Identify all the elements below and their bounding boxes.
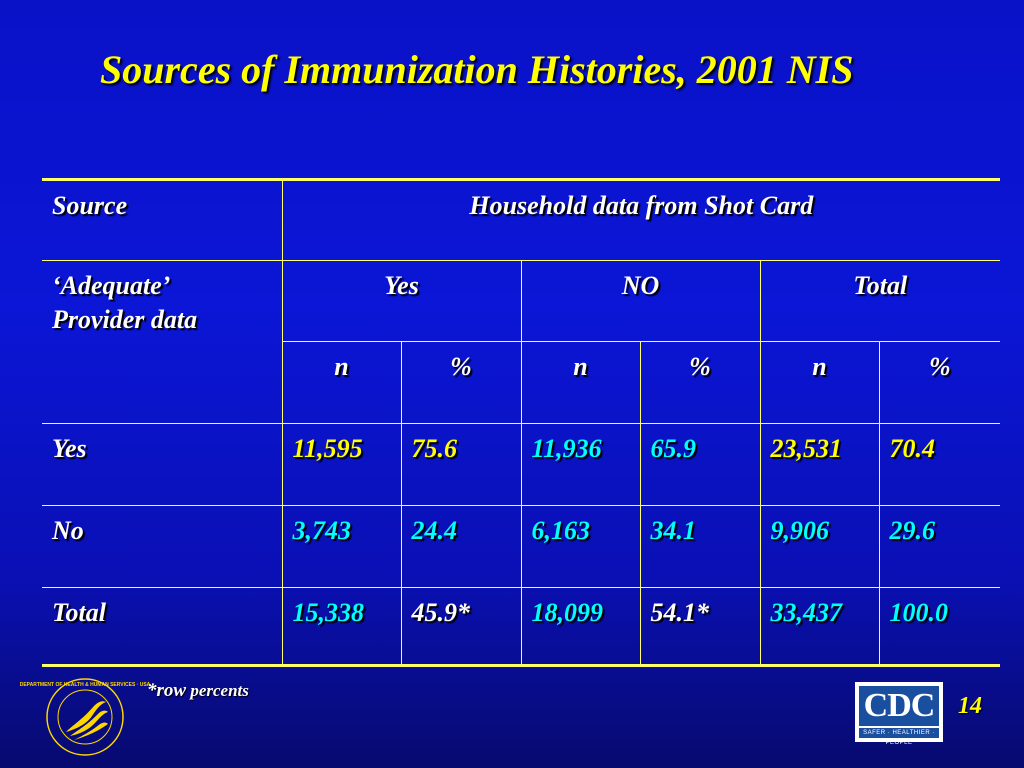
adequate-label-line1: ‘Adequate’ (52, 271, 171, 300)
table-cell: 9,906 (760, 506, 879, 588)
subheader-cell: % (401, 342, 521, 424)
row-label: Yes (42, 424, 282, 506)
group-header-row (42, 261, 1000, 342)
table-cell: 33,437 (760, 588, 879, 666)
subheader-cell: n (760, 342, 879, 424)
page-number: 14 (958, 693, 982, 719)
group-header-total: Total (760, 261, 1000, 342)
subheader-cell: n (521, 342, 640, 424)
table-row (42, 506, 1000, 588)
group-header-yes: Yes (282, 261, 521, 342)
table-row (42, 424, 1000, 506)
table-cell: 11,595 (282, 424, 401, 506)
table-header-row (42, 180, 1000, 261)
table-cell: 70.4 (879, 424, 1000, 506)
table-cell: 54.1* (640, 588, 760, 666)
hhs-seal-logo (19, 676, 151, 758)
subheader-cell: n (282, 342, 401, 424)
footnote-rest: percents (190, 681, 249, 700)
table-cell: 24.4 (401, 506, 521, 588)
hhs-seal-text: DEPARTMENT OF HEALTH & HUMAN SERVICES · USA (19, 682, 151, 688)
household-header (282, 180, 1000, 261)
adequate-label-line2: Provider data (52, 305, 198, 334)
table-cell: 15,338 (282, 588, 401, 666)
table-cell: 45.9* (401, 588, 521, 666)
source-header: Source (42, 180, 282, 261)
slide-title: Sources of Immunization Histories, 2001 NIS (100, 47, 854, 92)
table-cell: 65.9 (640, 424, 760, 506)
subheader-cell: % (879, 342, 1000, 424)
immunization-sources-table (42, 178, 1000, 667)
table-cell: 34.1 (640, 506, 760, 588)
table-cell: 3,743 (282, 506, 401, 588)
table-cell: 6,163 (521, 506, 640, 588)
cdc-logo-text: CDC (863, 687, 935, 724)
household-header-shot-card: Shot Card (704, 191, 814, 220)
table-cell: 100.0 (879, 588, 1000, 666)
group-header-no: NO (521, 261, 760, 342)
table-cell: 23,531 (760, 424, 879, 506)
table-cell: 75.6 (401, 424, 521, 506)
table-cell: 29.6 (879, 506, 1000, 588)
table-cell: 18,099 (521, 588, 640, 666)
footnote-star: *row (147, 680, 187, 701)
subheader-cell: % (640, 342, 760, 424)
cdc-tagline: SAFER · HEALTHIER · PEOPLE (859, 728, 939, 738)
row-label: No (42, 506, 282, 588)
adequate-provider-label (42, 261, 282, 424)
footnote (147, 680, 249, 702)
table-cell: 11,936 (521, 424, 640, 506)
household-header-main: Household data from (469, 191, 698, 220)
row-label: Total (42, 588, 282, 666)
table-row (42, 588, 1000, 666)
cdc-logo (855, 682, 943, 746)
